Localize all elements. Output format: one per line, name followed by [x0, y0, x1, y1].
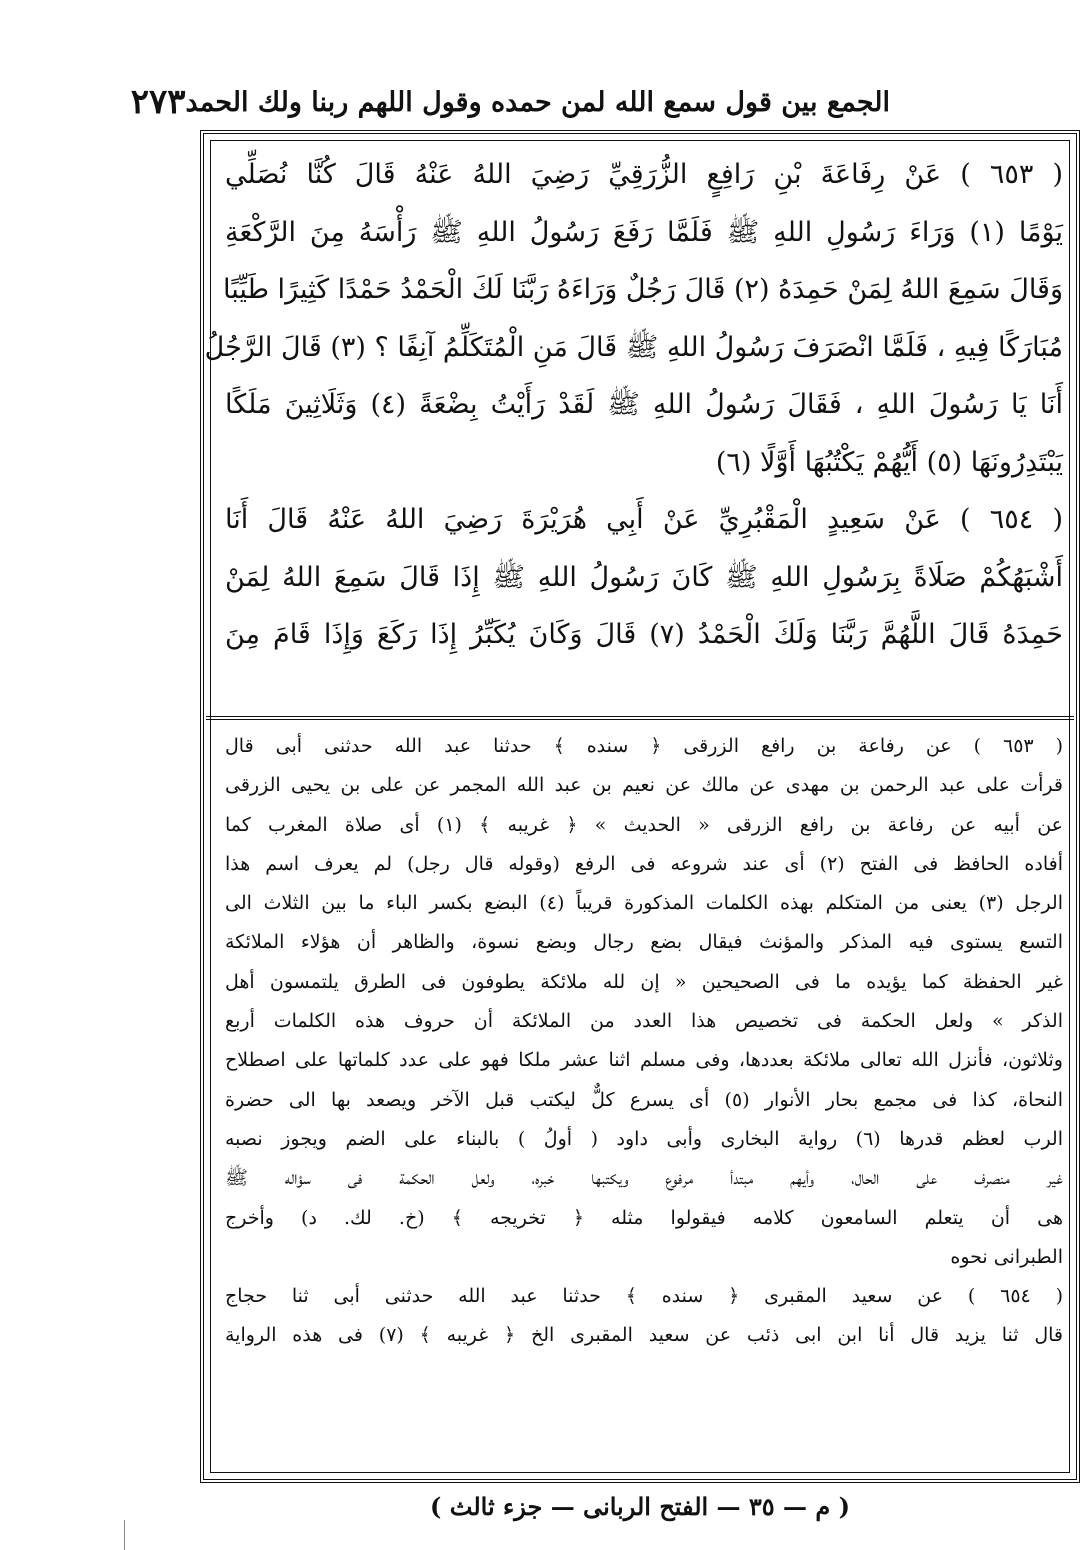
commentary-line: التسع يستوى فيه المذكر والمؤنث فيقال بضع رجال وبضع نسوة، والظاهر أن هؤلاء الملائكة	[225, 931, 1063, 954]
hadith-line: حَمِدَهُ قَالَ اللَّهُمَّ رَبَّنَا وَلَكَ الْحَمْدُ (٧) قَالَ وَكَانَ يُكَبِّرُ إِذَا رَكَعَ وَإِذَا قَامَ مِنَ	[225, 619, 1063, 650]
margin-mark	[124, 1520, 125, 1550]
hadith-text	[204, 146, 1063, 706]
hadith-line: وَقَالَ سَمِعَ اللهُ لِمَنْ حَمِدَهُ (٢) قَالَ رَجُلٌ وَرَاءَهُ رَبَّنَا لَكَ الْحَمْدُ حَمْدًا كَثِيرًا طَيِّبًا	[222, 274, 1063, 305]
hadith-line: أَشْبَهُكُمْ صَلَاةً بِرَسُولِ اللهِ ﷺ كَانَ رَسُولُ اللهِ ﷺ إِذَا قَالَ سَمِعَ اللهُ لِمَنْ	[225, 561, 1063, 593]
commentary-line: الرجل (٣) يعنى من المتكلم بهذه الكلمات المذكورة قريباً (٤) البضع بكسر الباء ما بين الثلاث الى	[225, 892, 1064, 915]
commentary-line: غير الحفظة كما يؤيده ما فى الصحيحين « إن لله ملائكة يطوفون فى الطرق يلتمسون أهل	[225, 970, 1063, 993]
commentary-line: عن أبيه عن رفاعة بن رافع الزرقى « الحديث » ﴿ غريبه ﴾ (١) أى صلاة المغرب كما	[225, 813, 1063, 836]
hadith-line: يَوْمًا (١) وَرَاءَ رَسُولِ اللهِ ﷺ فَلَمَّا رَفَعَ رَسُولُ اللهِ ﷺ رَأْسَهُ مِنَ الرَّكْعَةِ	[225, 216, 1063, 248]
hadith-line: أَنَا يَا رَسُولَ اللهِ ، فَقَالَ رَسُولُ اللهِ ﷺ لَقَدْ رَأَيْتُ بِضْعَةً (٤) وَثَلَاثِينَ مَلَكًا	[225, 389, 1063, 420]
commentary-line: أفاده الحافظ فى الفتح (٢) أى عند شروعه فى الرفع (وقوله قال رجل) لم يعرف اسم هذا	[225, 852, 1063, 875]
hadith-line: مُبَارَكًا فِيهِ ، فَلَمَّا انْصَرَفَ رَسُولُ اللهِ ﷺ قَالَ مَنِ الْمُتَكَلِّمُ آنِفًا ؟ (٣) قَالَ الرَّجُلُ	[204, 331, 1063, 363]
commentary-line: غير منصرف على الحال، وأيهم مبتدأ مرفوع ويكتبها خبره، ولعل الحكمة فى سؤاله ﷺ	[225, 1167, 1063, 1190]
running-header	[130, 78, 890, 126]
commentary-line: هى أن يتعلم السامعون كلامه فيقولوا مثله ﴿ تخريجه ﴾ (خ. لك. د) وأخرج	[225, 1206, 1063, 1229]
commentary-line: الرب لعظم قدرها (٦) رواية البخارى وأبى داود ( أولُ ) بالبناء على الضم ويجوز نصبه	[225, 1127, 1063, 1150]
commentary-line: قال ثنا يزيد قال أنا ابن ابى ذئب عن سعيد المقبرى الخ ﴿ غريبه ﴾ (٧) فى هذه الرواية	[225, 1324, 1063, 1347]
commentary-line: ( ٦٥٤ ) عن سعيد المقبرى ﴿ سنده ﴾ حدثنا عبد الله حدثنى أبى ثنا حجاج	[225, 1285, 1063, 1308]
commentary-line: ( ٦٥٣ ) عن رفاعة بن رافع الزرقى ﴿ سنده ﴾ حدثنا عبد الله حدثنى أبى قال	[225, 735, 1064, 757]
hadith-line: يَبْتَدِرُونَهَا (٥) أَيُّهُمْ يَكْتُبُهَا أَوَّلًا (٦)	[715, 446, 1063, 478]
commentary-line: وثلاثون، فأنزل الله تعالى ملائكة بعددها، وفى مسلم اثنا عشر ملكا فهو على عدد كلماتها على اصطلاح	[225, 1049, 1063, 1072]
hadith-line: ( ٦٥٤ ) عَنْ سَعِيدٍ الْمَقْبُرِيِّ عَنْ أَبِي هُرَيْرَةَ رَضِيَ اللهُ عَنْهُ قَالَ أَنَا	[225, 504, 1063, 535]
commentary-text	[225, 727, 1063, 1467]
commentary-line: الذكر » ولعل الحكمة فى تخصيص هذا العدد من الملائكة أن حروف هذه الكلمات أربع	[225, 1010, 1063, 1033]
commentary-line: النحاة، كذا فى مجمع بحار الأنوار (٥) أى يسرع كلٌّ ليكتب قبل الآخر ويصعد بها الى حضرة	[225, 1088, 1063, 1111]
page-number: ٢٧٣	[130, 82, 186, 122]
section-divider	[206, 716, 1074, 720]
commentary-line: قرأت على عبد الرحمن بن مهدى عن مالك عن نعيم بن عبد الله المجمر عن على بن يحيى الزرقى	[225, 774, 1063, 797]
hadith-line: ( ٦٥٣ ) عَنْ رِفَاعَةَ بْنِ رَافِعٍ الزُّرَقِيِّ رَضِيَ اللهُ عَنْهُ قَالَ كُنَّا نُصَلِّي	[225, 159, 1063, 190]
commentary-line: الطبرانى نحوه	[950, 1245, 1063, 1268]
signature-footer: ( م — ٣٥ — الفتح الربانى — جزء ثالث )	[430, 1492, 850, 1521]
header-title: الجمع بين قول سمع الله لمن حمده وقول اللهم ربنا ولك الحمد	[185, 86, 890, 118]
